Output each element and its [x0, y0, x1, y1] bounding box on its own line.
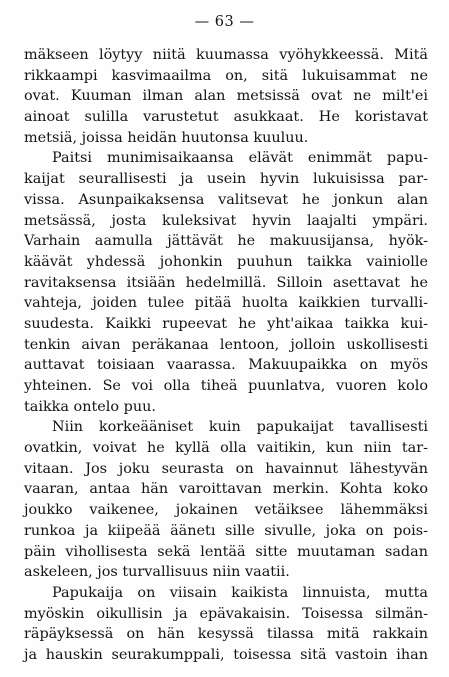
body-text — [24, 45, 428, 666]
text-line: joukko vaikenee, jokainen vetäiksee lähemmäksi — [24, 502, 428, 519]
text-line: kaijat seurallisesti ja usein hyvin lukuisissa par- — [24, 171, 428, 188]
text-line: Paitsi munimisaikaansa elävät enimmät papu- — [52, 150, 428, 167]
text-line: Papukaija on viisain kaikista linnuista, mutta — [52, 584, 428, 601]
text-line: metsiä, joissa heidän huutonsa kuuluu. — [24, 129, 309, 146]
text-line: ravitaksensa itsiään hedelmillä. Silloin asettavat he — [24, 274, 428, 291]
text-line: vahteja, joiden tulee pitää huolta kaikkien turvalli- — [24, 295, 428, 312]
text-line: vaaran, antaa hän varoittavan merkin. Kohta koko — [24, 481, 428, 498]
text-line: metsässä, josta kuleksivat hyvin laajalti ympäri. — [24, 212, 428, 229]
text-line: ja hauskin seurakumppali, toisessa sitä vastoin ihan — [24, 646, 428, 663]
text-line: auttavat toisiaan vaarassa. Makuupaikka on myös — [24, 357, 428, 374]
text-line: tenkin aivan peräkanaa lentoon, jolloin uskollisesti — [24, 336, 428, 353]
text-line: yhteinen. Se voi olla tiheä puunlatva, vuoren kolo — [24, 378, 428, 394]
text-line: ovatkin, voivat he kyllä olla vaitikin, kun niin tar- — [24, 440, 428, 457]
text-line: runkoa ja kiipeää äänetı sille sivulle, joka on pois- — [24, 522, 428, 539]
text-line: vissa. Asunpaikaksensa valitsevat he jonkun alan — [24, 191, 428, 208]
text-line: ovat. Kuuman ilman alan metsissä ovat ne milt'ei — [24, 88, 428, 105]
text-line: Niin korkeääniset kuin papukaijat tavallisesti — [52, 419, 428, 436]
text-line: suudesta. Kaikki rupeevat he yht'aikaa taikka kui- — [24, 315, 428, 332]
text-line: vitaan. Jos joku seurasta on havainnut lähestyvän — [24, 460, 428, 477]
text-line: ainoat sulilla varustetut asukkaat. He koristavat — [24, 109, 428, 126]
text-line: rikkaampi kasvimaailma on, sitä lukuisammat ne — [24, 67, 428, 84]
text-line: räpäyksessä on hän kesyssä tilassa mitä rakkain — [24, 626, 428, 643]
text-line: taikka ontelo puu. — [24, 398, 156, 415]
text-line: askeleen, jos turvallisuus niin vaatii. — [24, 564, 290, 581]
text-line: käävät yhdessä johonkin puuhun taikka vainiolle — [24, 253, 428, 270]
text-line: Varhain aamulla jättävät he makuusijansa, hyök- — [24, 233, 428, 250]
text-line: päin vihollisesta sekä lentää sitte muutaman sadan — [24, 543, 428, 560]
text-line: myöskin oikullisin ja epävakaisin. Toisessa silmän- — [24, 605, 428, 622]
text-line: mäkseen löytyy niitä kuumassa vyöhykkeessä. Mitä — [24, 47, 428, 63]
page-number: — 63 — — [194, 14, 255, 30]
